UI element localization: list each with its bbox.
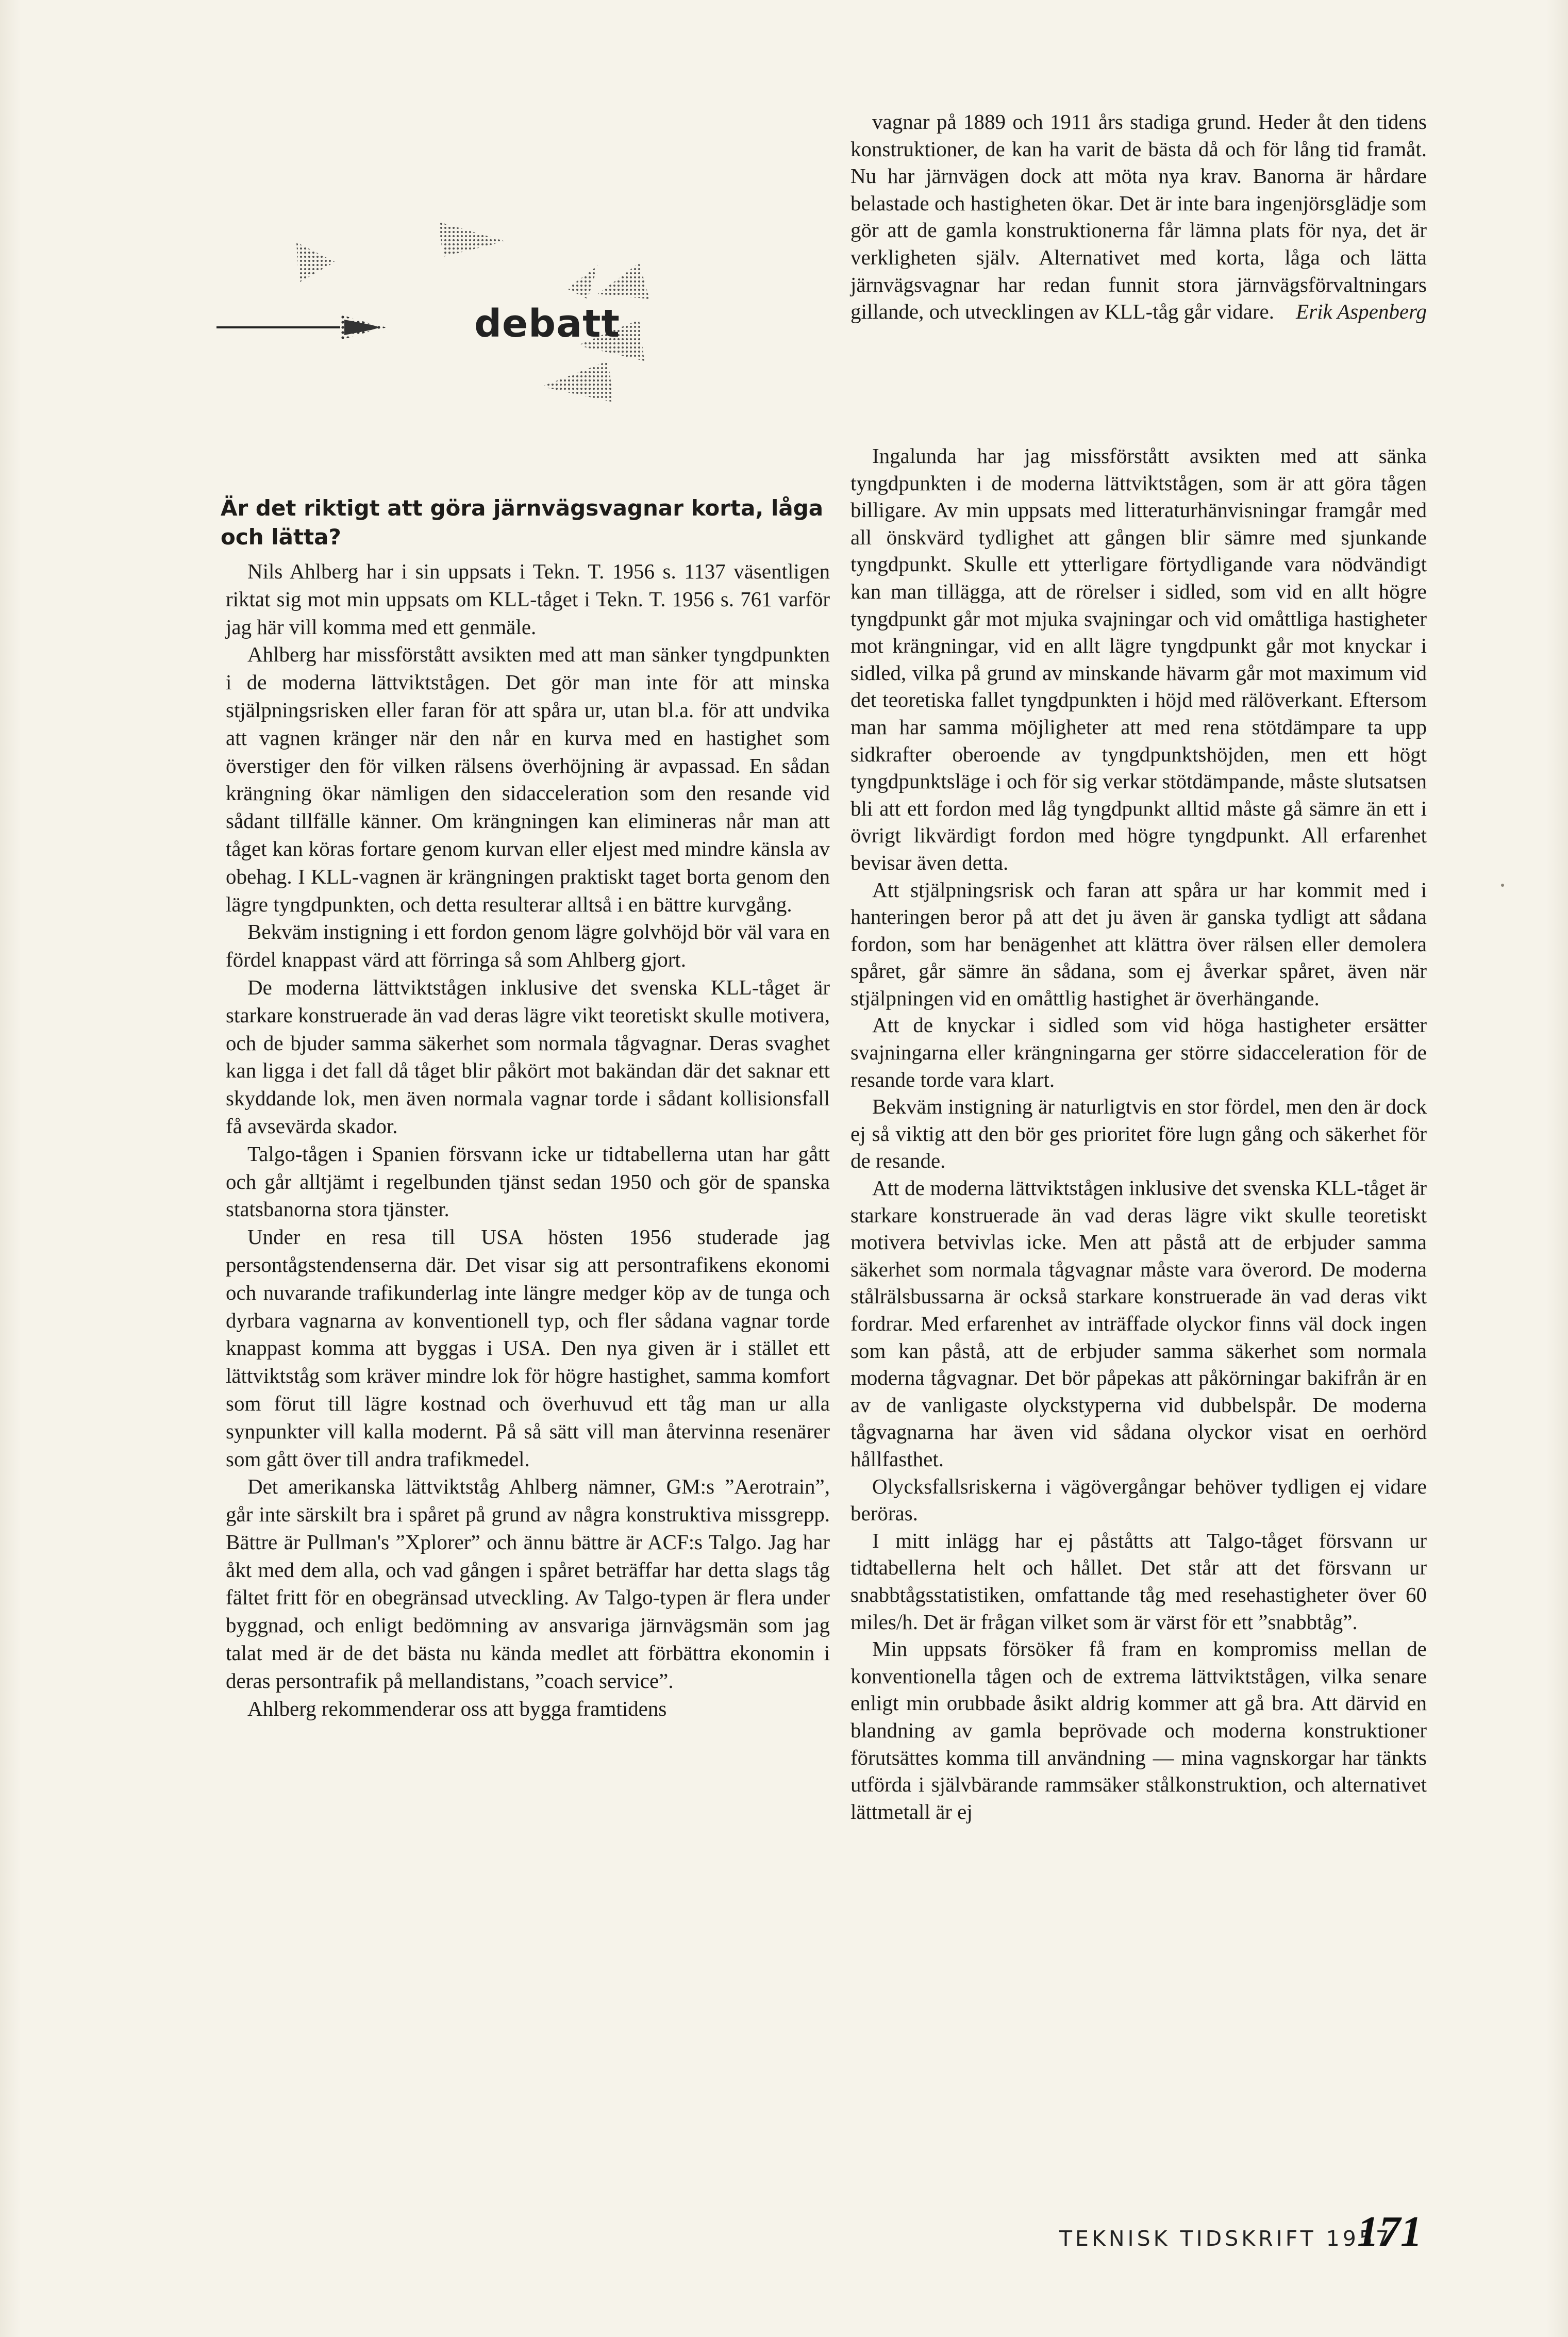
paragraph: Bekväm instigning i ett fordon genom lägre golvhöjd bör väl vara en fördel knappast värd att förringa så som Ahlberg gjort. — [226, 920, 830, 972]
paragraph: Ahlberg har missförstått avsikten med att man sänker tyngdpunkten i de moderna lättviktstågen. Det gör man inte för att minska stjälpningsrisken eller faran för att spåra ur, utan bl.a. för att undvika att vagnen kränger när den når en kurva med en hastighet som överstiger den för vilken rälsens överhöjning är avpassad. En sådan krängning ökar nämligen den sidacceleration som den resande vid sådant tillfälle känner. Om krängningen kan elimineras når man att tåget kan köras fortare genom kurvan eller eljest med mindre känsla av obehag. I KLL-vagnen är krängningen praktiskt taget borta genom den lägre tyngdpunkten, och detta resulterar alltså i en bättre kurvgång. — [226, 642, 830, 916]
paragraph: Under en resa till USA hösten 1956 studerade jag persontågstendenserna där. Det visar sig att persontrafikens ekonomi och nuvarande trafikunderlag inte längre medger köp av de tunga och dyrbara vagnarna av konventionell typ, och fler sådana vagnar torde knappast komma att byggas i USA. Den nya given är i stället ett lättviktståg som kräver mindre lok för högre hastighet, samma komfort som förut till lägre kostnad och överhuvud ett tåg man ur alla synpunkter vill kalla modernt. På så sätt vill man återvinna resenärer som gått över till andra trafikmedel. — [226, 1225, 830, 1471]
article-left-column — [226, 558, 830, 1722]
section-title: debatt — [474, 302, 620, 346]
article-right-column — [850, 442, 1427, 1825]
paragraph: Nils Ahlberg har i sin uppsats i Tekn. T. 1956 s. 1137 väsentligen riktat sig mot min uppsats om KLL-tåget i Tekn. T. 1956 s. 761 varför jag här vill komma med ett genmäle. — [226, 559, 830, 639]
paragraph: Ahlberg rekommenderar oss att bygga framtidens — [247, 1696, 667, 1720]
paragraph: Att de moderna lättviktstågen inklusive det svenska KLL-tåget är starkare konstruerade än vad deras lägre vikt skulle teoretiskt motivera betvivlas icke. Men att påstå att de erbjuder samma säkerhet som normala tågvagnar måste vara överord. De moderna stålrälsbussarna är också starkare konstruerade än vad deras vikt fordrar. Med erfarenhet av inträffade olyckor finns väl dock ingen som kan påstå, att de erbjuder samma säkerhet som normala moderna tågvagnar. Det bör påpekas att påkörningar bakifrån är en av de vanligaste olyckstyperna vid dubbelspår. De moderna tågvagnarna har även vid sådana olyckor visat en oerhörd hållfasthet. — [850, 1176, 1427, 1471]
debatt-logo — [216, 222, 680, 428]
journal-name: TEKNISK TIDSKRIFT 1957 — [1059, 2226, 1393, 2251]
print-speck — [1501, 884, 1504, 887]
paragraph: Talgo-tågen i Spanien försvann icke ur tidtabellerna utan har gått och går alltjämt i regelbunden tjänst sedan 1950 och gör de spanska statsbanorna stora tjänster. — [226, 1141, 830, 1221]
paragraph: Ingalunda har jag missförstått avsikten med att sänka tyngdpunkten i de moderna lättviktstågen, som är att göra tågen billigare. Av min uppsats med litteraturhänvisningar framgår med all önskvärd tydlighet att gången blir sämre med sjunkande tyngdpunkt. Skulle ett ytterligare förtydligande vara nödvändigt kan man tillägga, att de rörelser i sidled, som vid en allt högre tyngdpunkt går mot mjuka svajningar och vid omåttliga hastigheter mot krängningar, vid en allt lägre tyngdpunkt går mot knyckar i sidled, vilka på grund av minskande hävarm går mot maximum vid det teoretiska fallet tyngdpunkten i höjd med rälöverkant. Eftersom man har samma möjligheter att med rena stötdämpare ta upp sidkrafter oberoende av tyngdpunktshöjden, men ett högt tyngdpunktsläge i och för sig verkar stötdämpande, måste slutsatsen bli att ett fordon med låg tyngdpunkt alltid måste gå sämre än ett i övrigt likvärdigt fordon med högre tyngdpunkt. All erfarenhet bevisar även detta. — [850, 444, 1427, 874]
paragraph: Det amerikanska lättviktståg Ahlberg nämner, GM:s ”Aerotrain”, går inte särskilt bra i spåret på grund av några konstruktiva missgrepp. Bättre är Pullman's ”Xplorer” och ännu bättre är ACF:s Talgo. Jag har åkt med dem alla, och vad gången i spåret beträffar har detta slags tåg fältet fritt för en obegränsad utveckling. Av Talgo-typen är flera under byggnad, och enligt bedömning av ansvariga järnvägsmän som jag talat med är de det bästa nu kända medlet att förbättra ekonomin i deras persontrafik på mellandistans, ”coach service”. — [226, 1474, 830, 1693]
page-number: 171 — [1357, 2208, 1422, 2256]
author-signature: Erik Aspenberg — [1296, 300, 1427, 324]
paragraph: Att de knyckar i sidled som vid höga hastigheter ersätter svajningarna eller krängningarna ger större sidacceleration för de resande torde vara klart. — [850, 1013, 1427, 1091]
article-heading: Är det riktigt att göra järnvägsvagnar korta, låga och lätta? — [221, 495, 824, 550]
paragraph: Olycksfallsriskerna i vägövergångar behöver tydligen ej vidare beröras. — [850, 1474, 1427, 1526]
paragraph: De moderna lättviktstågen inklusive det svenska KLL-tåget är starkare konstruerade än vad deras lägre vikt teoretiskt skulle motivera, och de bjuder samma säkerhet som normala tågvagnar. Deras svaghet kan ligga i det fall då tåget blir påkört mot bakändan där det saknar ett skyddande lok, men även normala vagnar torde i sådant kollisionsfall få avsevärda skador. — [226, 975, 830, 1138]
article-continuation — [850, 108, 1427, 325]
paragraph: I mitt inlägg har ej påståtts att Talgo-tåget försvann ur tidtabellerna helt och hållet. Det står att det försvann ur snabbtågsstatistiken, omfattande tåg med resehastigheter över 60 miles/h. Det är frågan vilket som är värst för ett ”snabbtåg”. — [850, 1528, 1427, 1634]
page-footer — [1059, 2207, 1430, 2256]
paragraph: Att stjälpningsrisk och faran att spåra ur har kommit med i hanteringen beror på att det ju även är ganska tydligt att sådana fordon, som har benägenhet att klättra över rälsen eller demolera spåret, går sämre än sådana, som ej åverkar spåret, även när stjälpningen vid en omåttlig hastighet är överhängande. — [850, 877, 1427, 1010]
paragraph: Min uppsats försöker få fram en kompromiss mellan de konventionella tågen och de extrema lättviktstågen, vilka senare enligt min orubbade åsikt aldrig kommer att gå bra. Att därvid en blandning av gamla beprövade och moderna konstruktioner förutsättes komma till användning — mina vagnskorgar har tänkts utförda i självbärande rammsäker stålkonstruktion, och alternativet lättmetall är ej — [850, 1637, 1427, 1824]
paragraph — [850, 108, 1427, 325]
paragraph-text: vagnar på 1889 och 1911 års stadiga grund. Heder åt den tidens konstruktioner, de kan ha varit de bästa då och för lång tid framåt. Nu har järnvägen dock att möta nya krav. Banorna är hårdare belastade och hastigheten ökar. Det är inte bara ingenjörsglädje som gör att de gamla konstruktionerna får lämna plats för nya, det är verkligheten själv. Alternativet med korta, låga och lätta järnvägsvagnar har redan funnit stora järnvägsförvaltningars gillande, och utvecklingen av KLL-tåg går vidare. — [850, 110, 1427, 324]
paragraph: Bekväm instigning är naturligtvis en stor fördel, men den är dock ej så viktig att den bör ges prioritet före lugn gång och säkerhet för de resande. — [850, 1095, 1427, 1173]
